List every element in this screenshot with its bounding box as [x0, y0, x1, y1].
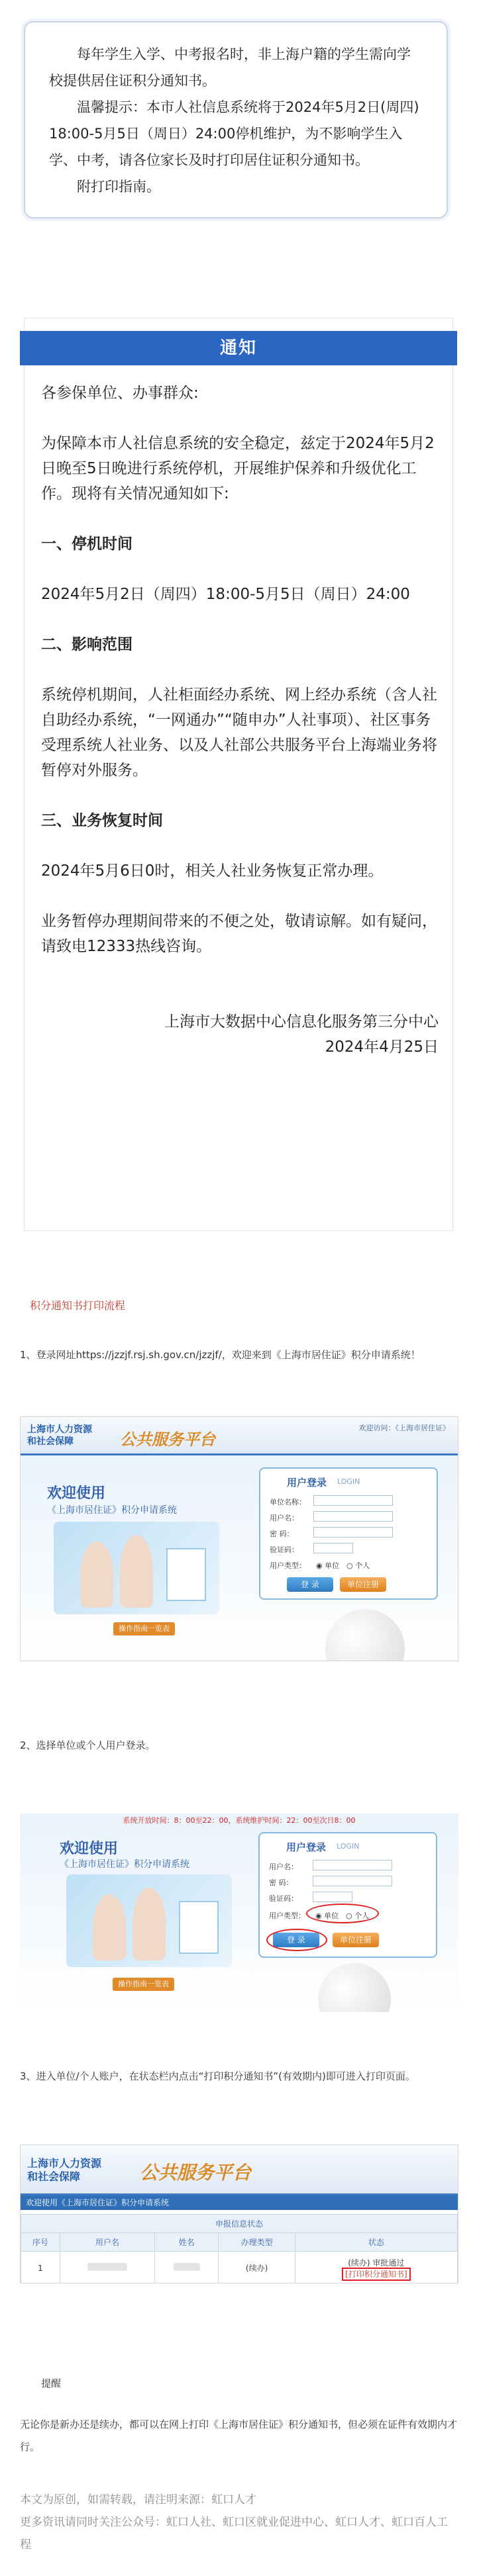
label-user-type: 用户类型： — [270, 1561, 306, 1570]
table-header: 序号 — [21, 2233, 60, 2252]
radio-person[interactable]: ○ 个人 — [346, 1911, 370, 1920]
status-table — [21, 2214, 458, 2283]
login-panel — [259, 1467, 438, 1600]
notice-body — [41, 381, 439, 1060]
captcha-input[interactable] — [313, 1892, 352, 1902]
label-username: 用户名： — [270, 1514, 299, 1522]
radio-unit[interactable]: ◉ 单位 — [316, 1561, 340, 1570]
login-title-en: LOGIN — [337, 1477, 360, 1486]
register-button[interactable]: 单位注册 — [340, 1577, 386, 1592]
notice-paragraph: 为保障本市人社信息系统的安全稳定，兹定于2024年5月2日晚至5日晚进行系统停机，开展维护保养和升级优化工作。现将有关情况通知如下: — [41, 435, 435, 502]
welcome-title: 欢迎使用 — [60, 1841, 119, 1857]
row-username — [60, 2252, 154, 2284]
radio-person[interactable]: ○ 个人 — [346, 1561, 370, 1570]
highlight-ring — [266, 1929, 327, 1951]
login-title: 用户登录 — [287, 1477, 327, 1489]
table-header: 状态 — [295, 2233, 457, 2252]
login-area — [21, 1455, 458, 1661]
table-row — [21, 2252, 458, 2284]
notice-time: 2024年5月2日（周四）18:00-5月5日（周日）24:00 — [41, 586, 410, 603]
table-caption: 申报信息状态 — [21, 2215, 458, 2233]
notice-scope: 系统停机期间，人社柜面经办系统、网上经办系统（含人社自助经办系统，“一网通办”“随申办”人社事项）、社区事务受理系统人社业务、以及人社部公共服务平台上海端业务将暂停对外服务。 — [41, 686, 437, 779]
login-button[interactable]: 登 录 — [273, 1933, 319, 1947]
label-user-type: 用户类型： — [269, 1911, 305, 1920]
label-unit-name: 单位名称： — [270, 1498, 306, 1506]
table-header: 姓名 — [155, 2233, 219, 2252]
portal-header — [21, 2145, 458, 2195]
screenshot-user-type — [20, 1814, 458, 2012]
unit-name-input[interactable] — [313, 1495, 393, 1506]
notice-heading-2: 二、影响范围 — [41, 636, 132, 653]
decorative-ball — [318, 1963, 391, 2012]
table-header: 办理类型 — [219, 2233, 295, 2252]
notice-organization: 上海市大数据中心信息化服务第三分中心 — [164, 1013, 439, 1031]
intro-box — [24, 21, 448, 218]
label-captcha: 验证码： — [269, 1894, 298, 1903]
system-hours-ticker: 系统开放时间：8：00至22：00，系统维护时间：22：00至次日8：00 — [123, 1816, 356, 1825]
hero-illustration — [66, 1874, 232, 1967]
book-illustration — [179, 1901, 219, 1954]
login-title-en: LOGIN — [337, 1842, 360, 1851]
person-illustration — [80, 1541, 113, 1608]
login-panel — [258, 1832, 437, 1958]
label-password: 密 码： — [270, 1530, 294, 1538]
tip-title: 提醒 — [41, 2377, 62, 2389]
footer — [20, 2489, 457, 2556]
person-illustration — [132, 1888, 166, 1960]
row-name — [155, 2252, 219, 2284]
row-number: 1 — [21, 2252, 60, 2284]
guide-title: 积分通知书打印流程 — [30, 1299, 126, 1312]
notice-resume: 2024年5月6日0时，相关人社业务恢复正常办理。 — [41, 862, 384, 880]
username-input[interactable] — [313, 1511, 393, 1522]
book-illustration — [166, 1548, 206, 1601]
login-button[interactable]: 登 录 — [287, 1577, 333, 1592]
notice-banner: 通知 — [20, 331, 457, 365]
portal-header — [21, 1417, 458, 1455]
password-input[interactable] — [313, 1876, 392, 1886]
print-notice-link[interactable]: [打印积分通知书] — [342, 2268, 410, 2281]
highlight-ring — [306, 1904, 379, 1923]
login-area — [20, 1814, 458, 2012]
hero-illustration — [54, 1522, 219, 1614]
masked-text — [174, 2263, 200, 2271]
operation-guide-button[interactable]: 操作指南一览表 — [113, 1622, 175, 1635]
welcome-subtitle: 《上海市居住证》积分申请系统 — [47, 1505, 177, 1516]
footer-line-2: 更多资讯请同时关注公众号：虹口人社、虹口区就业促进中心、虹口人才、虹口百人工程 — [20, 2516, 448, 2552]
tip-body: 无论你是新办还是续办，都可以在网上打印《上海市居住证》积分通知书，但必须在证件有效期内才行。 — [20, 2418, 458, 2453]
intro-paragraph-2: 温馨提示：本市人社信息系统将于2024年5月2日(周四) 18:00-5月5日（周日）24:00停机维护，为不影响学生入学、中考，请各位家长及时打印居住证积分通知书。 — [49, 99, 419, 168]
register-button[interactable]: 单位注册 — [333, 1933, 379, 1947]
welcome-title: 欢迎使用 — [47, 1485, 106, 1502]
radio-unit[interactable]: ◉ 单位 — [315, 1911, 339, 1920]
notice-heading-1: 一、停机时间 — [41, 535, 132, 553]
label-password: 密 码： — [269, 1878, 293, 1887]
guide-step-3: 3、进入单位/个人账户，在状态栏内点击“打印积分通知书”(有效期内)即可进入打印页面。 — [20, 2070, 415, 2082]
welcome-bar: 欢迎使用《上海市居住证》积分申请系统 — [21, 2195, 458, 2210]
notice-apology: 业务暂停办理期间带来的不便之处，敬请谅解。如有疑问，请致电12333热线咨询。 — [41, 913, 437, 955]
notice-date: 2024年4月25日 — [325, 1038, 439, 1056]
label-username: 用户名： — [269, 1863, 298, 1871]
portal-logo: 上海市人力资源 和社会保障 — [27, 2157, 102, 2183]
operation-guide-button[interactable]: 操作指南一览表 — [113, 1978, 174, 1991]
captcha-input[interactable] — [313, 1543, 353, 1553]
label-captcha: 验证码： — [270, 1545, 299, 1554]
portal-name: 公共服务平台 — [120, 1430, 215, 1449]
footer-line-1: 本文为原创，如需转载，请注明来源：虹口人才 — [20, 2493, 256, 2507]
screenshot-account-status — [20, 2144, 458, 2283]
row-status: (续办) 审批通过 [打印积分通知书] — [295, 2252, 457, 2284]
guide-step-2: 2、选择单位或个人用户登录。 — [20, 1739, 156, 1751]
intro-paragraph-1: 每年学生入学、中考报名时，非上海户籍的学生需向学校提供居住证积分通知书。 — [49, 46, 411, 89]
guide-step-1: 1、登录网址https://jzzjf.rsj.sh.gov.cn/jzzjf/，欢迎来到《上海市居住证》积分申请系统！ — [20, 1349, 421, 1361]
notice-greeting: 各参保单位、办事群众: — [41, 385, 199, 402]
password-input[interactable] — [313, 1527, 393, 1538]
screenshot-login-page — [20, 1416, 458, 1661]
portal-logo: 上海市人力资源 和社会保障 — [27, 1424, 92, 1447]
masked-text — [87, 2263, 127, 2271]
notice-heading-3: 三、业务恢复时间 — [41, 812, 163, 829]
person-illustration — [93, 1894, 126, 1960]
portal-links[interactable]: 欢迎访问：《上海市居住证》 — [358, 1424, 450, 1432]
person-illustration — [120, 1535, 153, 1608]
intro-paragraph-3: 附打印指南。 — [77, 179, 160, 195]
login-title: 用户登录 — [286, 1841, 327, 1853]
welcome-subtitle: 《上海市居住证》积分申请系统 — [60, 1859, 189, 1870]
row-type: (续办) — [219, 2252, 295, 2284]
decorative-ball — [325, 1609, 405, 1661]
portal-name: 公共服务平台 — [140, 2162, 252, 2184]
table-header: 用户名 — [60, 2233, 154, 2252]
username-input[interactable] — [313, 1860, 392, 1870]
